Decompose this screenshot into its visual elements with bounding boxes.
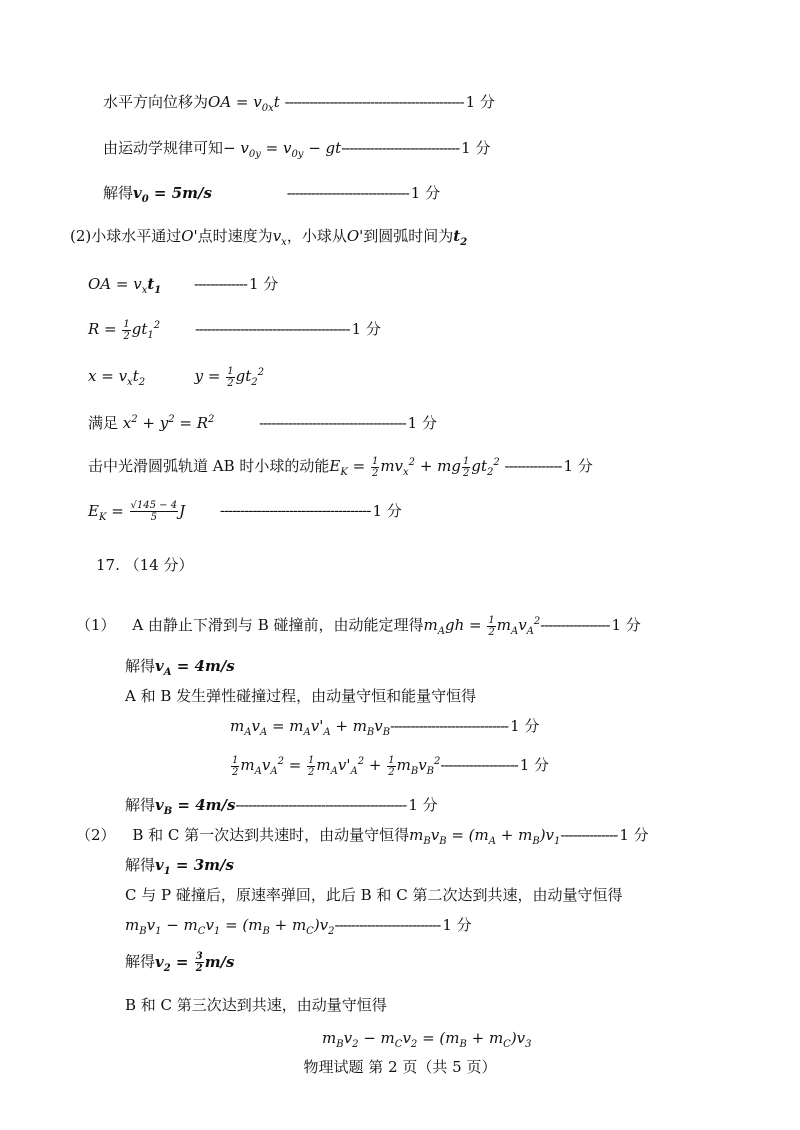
equation: R = $\frac{1}{2}$ $gt_1^2$ (88, 318, 161, 342)
answer-line-21 (125, 915, 472, 942)
answer-line-3 (103, 183, 440, 210)
answer-line-23 (125, 995, 387, 1015)
line-text: 解得 (125, 856, 156, 874)
part-label: （1） (76, 616, 116, 634)
answer-line-7 (88, 363, 264, 393)
score-mark: 1 分 (351, 320, 381, 338)
score-mark: 1 分 (563, 457, 593, 475)
equation: $\frac{1}{2}$ $m_Av_A^2$ = $\frac{1}{2}$ $m_Av'_A^2$ + $\frac{1}{2}$ $m_Bv_B^2$ (232, 754, 441, 778)
line-text: (2)小球水平通过O'点时速度为$v_x$，小球从O'到圆弧时间为$t_2$ (70, 227, 468, 248)
answer-line-4 (70, 226, 467, 253)
answer-line-13 (125, 656, 235, 683)
equation: $m_Av_A = m_Av'_A + m_Bv_B$ (230, 717, 391, 738)
answer-line-15 (230, 716, 539, 743)
answer-line-22 (125, 951, 234, 979)
page-footer: 物理试题 第 2 页（共 5 页） (303, 1058, 497, 1076)
answer-line-2 (103, 138, 490, 165)
line-text: C 与 P 碰撞后，原速率弹回，此后 B 和 C 第二次达到共速，由动量守恒得 (125, 886, 623, 904)
equation: $v_A = 4m/s$ (155, 657, 235, 678)
answer-line-9 (88, 453, 593, 483)
score-mark: 1 分 (410, 184, 441, 202)
score-mark: 1 分 (619, 826, 649, 844)
equation: OA = $v_{0x}t$ (208, 93, 280, 114)
question-heading (96, 555, 193, 575)
score-dash: -------------------------- (334, 916, 441, 934)
equation: $E_K$ = $\frac{1}{2}$ $mv_x^2$ + mg $\frac{1}{2}$ $gt_2^2$ (329, 455, 500, 479)
equation: $v_1 = 3m/s$ (155, 856, 234, 877)
score-mark: 1 分 (510, 717, 540, 735)
equation: $m_Bv_2 - m_Cv_2 = (m_B + m_C)v_3$ (322, 1029, 532, 1050)
line-text: 由运动学规律可知 (103, 139, 224, 157)
equation: $E_K$ = $\frac{√145 - 4}{5}$ J (88, 500, 186, 523)
line-text: A 由静止下滑到与 B 碰撞前，由动能定理得 (132, 616, 424, 634)
equation: $v_2$ = $\frac{3}{2}$ m/s (155, 951, 235, 974)
answer-line-17 (125, 795, 438, 822)
score-dash: ----------------------------- (390, 717, 509, 735)
score-mark: 1 分 (461, 139, 491, 157)
equation: $m_Bv_B = (m_A + m_B)v_1$ (409, 826, 561, 847)
line-text: 解得 (125, 657, 156, 675)
line-text: 解得 (125, 796, 156, 814)
answer-line-1 (103, 92, 495, 119)
score-dash: -------------- (560, 826, 618, 844)
score-mark: 1 分 (442, 916, 472, 934)
answer-line-18 (76, 825, 649, 852)
answer-line-5 (88, 274, 278, 301)
equation: $v_B = 4m/s$ (155, 796, 236, 817)
line-text: B 和 C 第一次达到共速时，由动量守恒得 (132, 826, 410, 844)
answer-line-10 (88, 500, 402, 528)
score-dash: ------------------- (440, 756, 518, 774)
score-dash: ------------------------------------- (219, 501, 371, 520)
line-text: 解得 (125, 952, 156, 971)
score-dash: -------------- (504, 457, 562, 475)
equation: $x^2 + y^2 = R^2$ (122, 414, 215, 432)
equation: OA = $v_xt_1$ (88, 275, 162, 296)
equation-y: y = $\frac{1}{2}$ $gt_2^2$ (194, 365, 265, 389)
score-dash: ----------------------------- (341, 139, 460, 157)
line-text: 击中光滑圆弧轨道 AB 时小球的动能 (88, 457, 330, 475)
equation-x: $x = v_xt_2$ (88, 367, 146, 388)
score-dash: ------------------------------ (286, 184, 409, 202)
line-text: 水平方向位移为 (103, 93, 209, 111)
score-mark: 1 分 (408, 796, 438, 814)
line-text: 解得 (103, 184, 134, 202)
equation: − $v_{0y} = v_{0y}$ − gt (223, 139, 342, 160)
score-dash: -------------------------------------- (194, 320, 350, 338)
score-dash: ----------------- (540, 616, 610, 634)
score-mark: 1 分 (519, 756, 550, 774)
answer-line-12 (76, 612, 641, 642)
answer-line-20 (125, 885, 622, 905)
score-mark: 1 分 (611, 616, 641, 634)
answer-line-16 (230, 752, 549, 782)
answer-line-8 (88, 410, 437, 433)
equation: $m_Bv_1 - m_Cv_1 = (m_B + m_C)v_2$ (125, 916, 335, 937)
part-label: （2） (76, 826, 116, 844)
score-mark: 1 分 (465, 93, 495, 111)
score-mark: 1 分 (407, 414, 437, 432)
line-text: 满足 (88, 414, 119, 432)
score-dash: -------------------------------------------- (284, 93, 464, 111)
answer-line-6 (88, 316, 381, 346)
equation: $m_Agh$ = $\frac{1}{2}$ $m_Av_A^2$ (423, 614, 541, 638)
answer-line-14 (125, 686, 476, 706)
score-dash: ------------------------------------------ (235, 796, 407, 814)
answer-line-24 (322, 1028, 532, 1055)
score-dash: ------------------------------------ (259, 414, 406, 432)
answer-line-19 (125, 855, 234, 882)
line-text: A 和 B 发生弹性碰撞过程，由动量守恒和能量守恒得 (125, 687, 477, 705)
score-mark: 1 分 (372, 501, 402, 520)
score-dash: ------------- (194, 275, 247, 293)
equation: $v_0 = 5m/s$ (133, 184, 212, 205)
line-text: B 和 C 第三次达到共速，由动量守恒得 (125, 996, 387, 1014)
question-number: 17. （14 分） (96, 556, 194, 574)
score-mark: 1 分 (248, 275, 279, 293)
